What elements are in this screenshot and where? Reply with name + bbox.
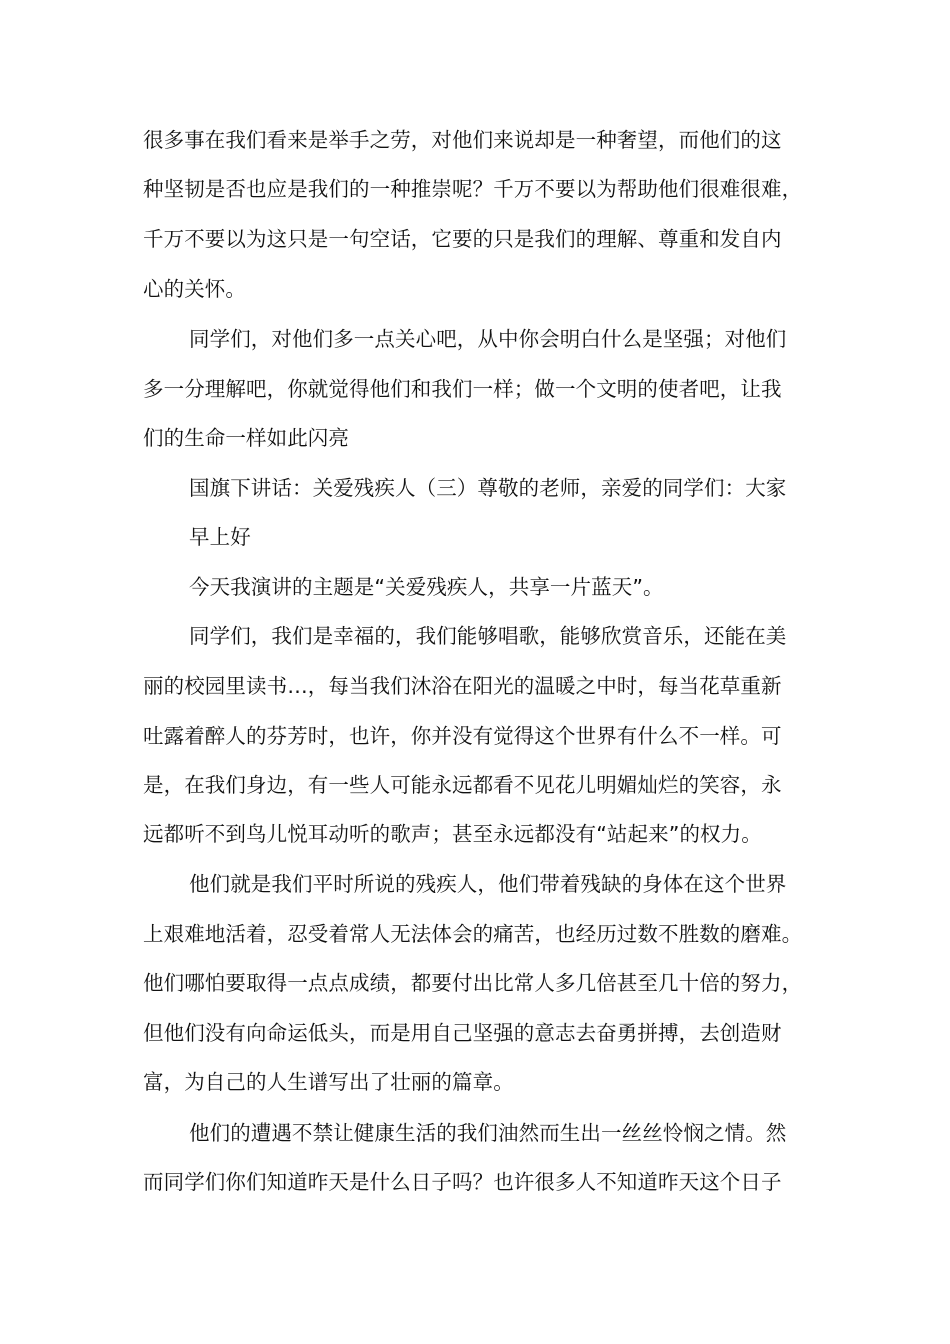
- text-line: 们的生命一样如此闪亮: [143, 426, 349, 450]
- text-line: 吐露着醉人的芬芳时，也许，你并没有觉得这个世界有什么不一样。可: [143, 724, 782, 748]
- text-line: 很多事在我们看来是举手之劳，对他们来说却是一种奢望，而他们的这: [143, 128, 782, 152]
- text-line: 今天我演讲的主题是“关爱残疾人，共享一片蓝天”。: [189, 575, 664, 599]
- text-line: 而同学们你们知道昨天是什么日子吗？也许很多人不知道昨天这个日子: [143, 1170, 782, 1194]
- text-line: 早上好: [189, 525, 251, 549]
- text-line: 远都听不到鸟儿悦耳动听的歌声；甚至永远都没有“站起来”的权力。: [143, 822, 762, 846]
- text-line: 但他们没有向命运低头，而是用自己坚强的意志去奋勇拼搏，去创造财: [143, 1021, 782, 1045]
- text-line: 他们哪怕要取得一点点成绩，都要付出比常人多几倍甚至几十倍的努力，: [143, 971, 803, 995]
- text-line: 是，在我们身边，有一些人可能永远都看不见花儿明媚灿烂的笑容，永: [143, 773, 782, 797]
- text-line: 富，为自己的人生谱写出了壮丽的篇章。: [143, 1070, 514, 1094]
- text-line: 国旗下讲话：关爱残疾人（三）尊敬的老师，亲爱的同学们：大家: [189, 476, 787, 500]
- text-line: 同学们，我们是幸福的，我们能够唱歌，能够欣赏音乐，还能在美: [189, 624, 787, 648]
- text-line: 心的关怀。: [143, 277, 246, 301]
- text-line: 种坚韧是否也应是我们的一种推崇呢？千万不要以为帮助他们很难很难，: [143, 177, 803, 201]
- text-line: 多一分理解吧，你就觉得他们和我们一样；做一个文明的使者吧，让我: [143, 377, 782, 401]
- text-line: 他们就是我们平时所说的残疾人，他们带着残缺的身体在这个世界: [189, 872, 787, 896]
- text-line: 他们的遭遇不禁让健康生活的我们油然而生出一丝丝怜悯之情。然: [189, 1121, 787, 1145]
- text-line: 上艰难地活着，忍受着常人无法体会的痛苦，也经历过数不胜数的磨难。: [143, 922, 803, 946]
- text-line: 丽的校园里读书…，每当我们沐浴在阳光的温暖之中时，每当花草重新: [143, 674, 782, 698]
- text-line: 同学们，对他们多一点关心吧，从中你会明白什么是坚强；对他们: [189, 327, 787, 351]
- text-line: 千万不要以为这只是一句空话，它要的只是我们的理解、尊重和发自内: [143, 227, 782, 251]
